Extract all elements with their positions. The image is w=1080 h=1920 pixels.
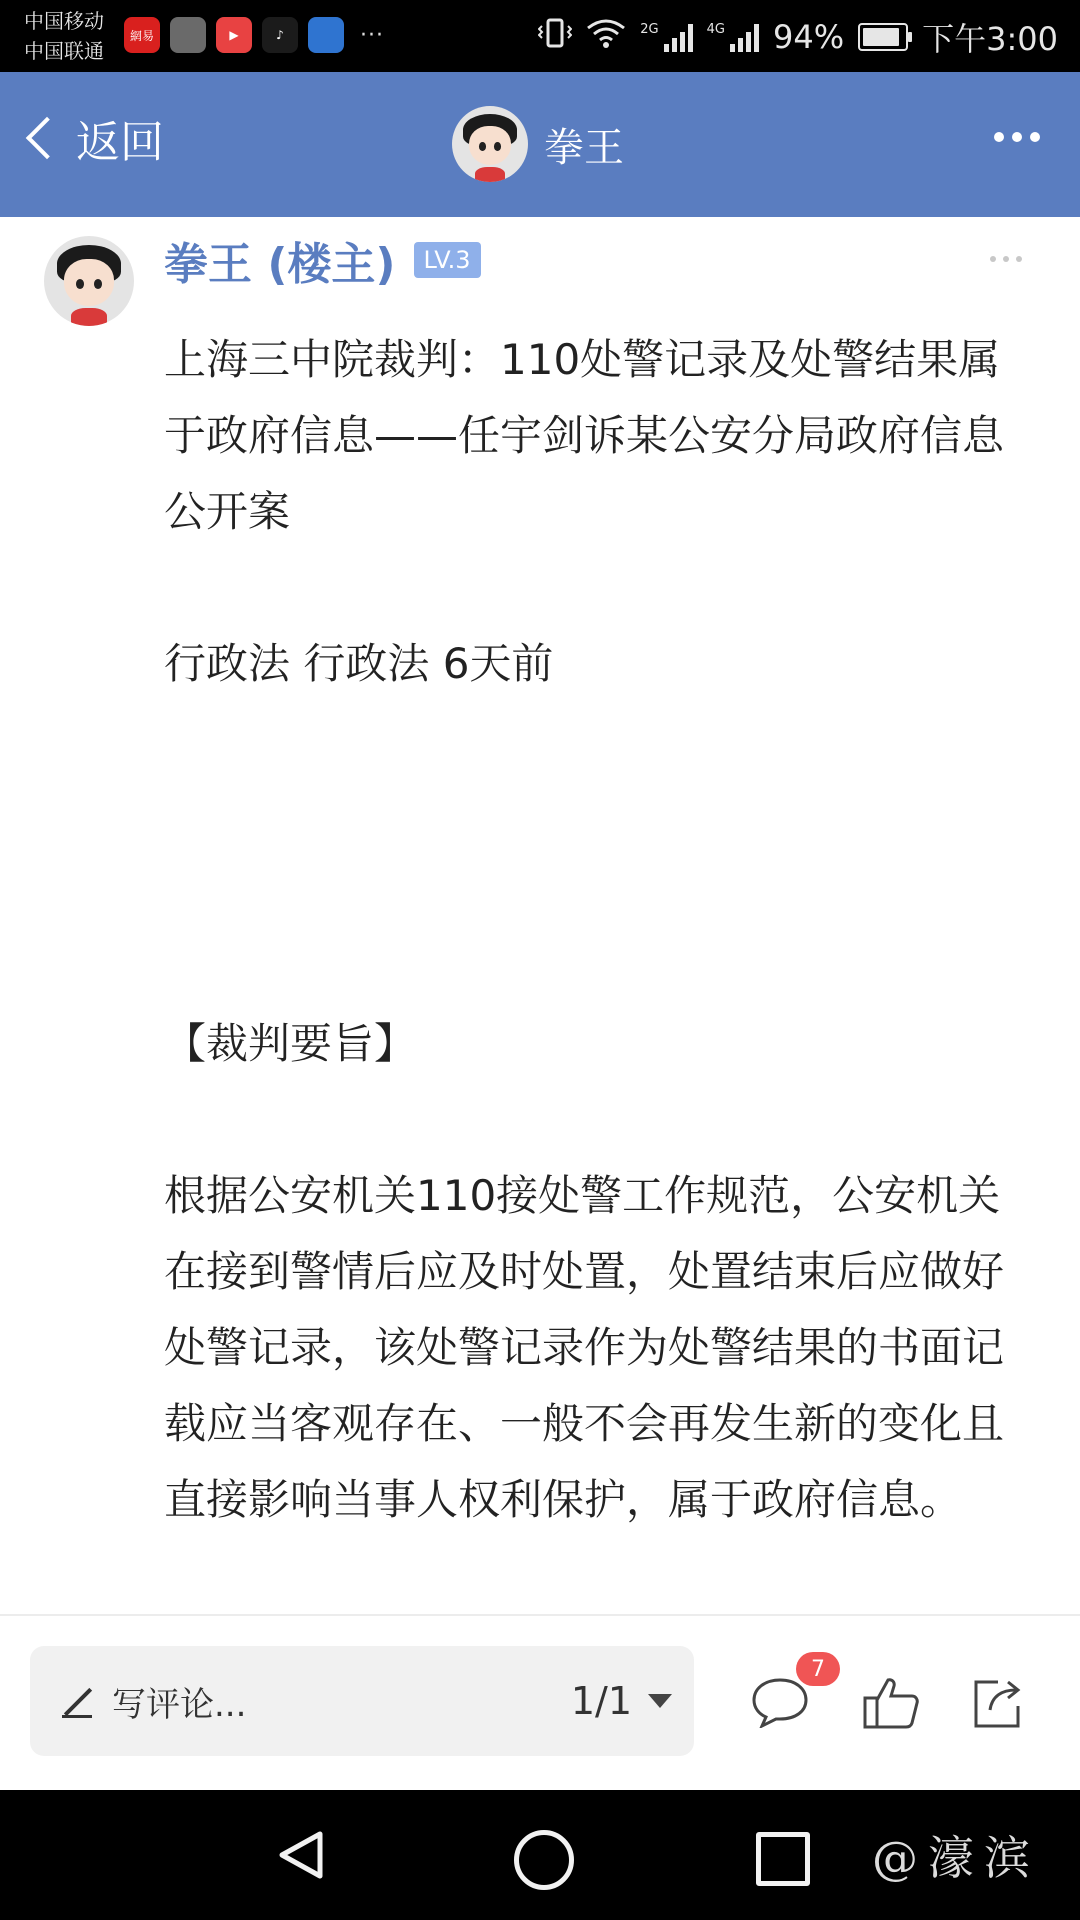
post-more-icon[interactable] <box>990 256 1022 262</box>
netease-app-icon: 網易 <box>124 17 160 53</box>
header-title: 拳王 <box>544 124 624 171</box>
dropdown-icon[interactable] <box>648 1694 672 1708</box>
tiktok-app-icon: ♪ <box>262 17 298 53</box>
comment-icon[interactable] <box>750 1676 808 1728</box>
comment-input[interactable] <box>30 1646 694 1756</box>
nav-home-icon[interactable] <box>514 1830 574 1890</box>
pencil-icon <box>62 1684 96 1718</box>
content-paragraph: 上海三中院裁判：110处警记录及处警结果属于政府信息——任宇剑诉某公安分局政府信息公开案 <box>164 335 1005 536</box>
signal-2g-icon <box>640 22 692 52</box>
signal-4g-icon <box>707 22 759 52</box>
author-avatar[interactable] <box>44 236 134 326</box>
post-content <box>164 322 1034 1538</box>
content-paragraph <box>164 854 1034 930</box>
comment-placeholder: 写评论... <box>112 1684 247 1725</box>
content-paragraph: 【裁判要旨】 <box>164 1019 417 1068</box>
thumbs-up-icon[interactable] <box>862 1676 920 1728</box>
bottom-action-bar <box>0 1614 1080 1792</box>
content-paragraph <box>164 1082 1034 1158</box>
carrier-1: 中国移动 <box>24 9 104 33</box>
blue-app-icon <box>308 17 344 53</box>
header-avatar <box>452 106 528 182</box>
net-2g-label: 2G <box>640 22 659 37</box>
more-options-icon[interactable] <box>994 132 1040 142</box>
page-indicator[interactable]: 1/1 <box>570 1679 632 1723</box>
status-bar <box>0 0 1080 72</box>
level-badge: LV.3 <box>414 242 481 278</box>
vibrate-icon <box>538 18 572 56</box>
content-paragraph: 行政法 行政法 6天前 <box>164 639 554 688</box>
content-paragraph <box>164 702 1034 778</box>
system-status <box>538 14 1058 60</box>
net-4g-label: 4G <box>706 22 725 37</box>
author-name[interactable]: 拳王 (楼主) <box>164 239 396 290</box>
comment-count-badge: 7 <box>796 1652 840 1686</box>
back-label: 返回 <box>76 117 164 168</box>
share-icon[interactable] <box>968 1676 1026 1728</box>
battery-percent: 94% <box>773 18 845 56</box>
video-app-icon: ▶ <box>216 17 252 53</box>
author-row <box>164 228 481 292</box>
watermark: @濠滨 <box>872 1831 1040 1885</box>
battery-icon <box>858 23 908 51</box>
content-paragraph <box>164 550 1034 626</box>
nav-back-icon[interactable] <box>276 1830 326 1880</box>
header-user[interactable] <box>452 106 624 182</box>
back-button[interactable] <box>22 106 164 170</box>
grey-app-icon <box>170 17 206 53</box>
app-header <box>0 72 1080 217</box>
content-paragraph <box>164 778 1034 854</box>
nav-recent-apps-icon[interactable] <box>756 1832 810 1886</box>
content-paragraph: 根据公安机关110接处警工作规范，公安机关在接到警情后应及时处置，处置结束后应做好处警记录，该处警记录作为处警结果的书面记载应当客观存在、一般不会再发生新的变化且直接影响当事人权利保护，属于政府信息。 <box>164 1171 1005 1524</box>
carrier-2: 中国联通 <box>24 39 104 63</box>
more-notifications-icon: ··· <box>360 22 384 48</box>
system-nav-bar <box>0 1790 1080 1920</box>
content-paragraph <box>164 930 1034 1006</box>
clock: 下午3:00 <box>922 20 1058 58</box>
carrier-info <box>24 6 104 66</box>
chevron-left-icon <box>26 117 68 159</box>
notification-icons <box>124 17 384 53</box>
wifi-icon <box>586 18 626 56</box>
